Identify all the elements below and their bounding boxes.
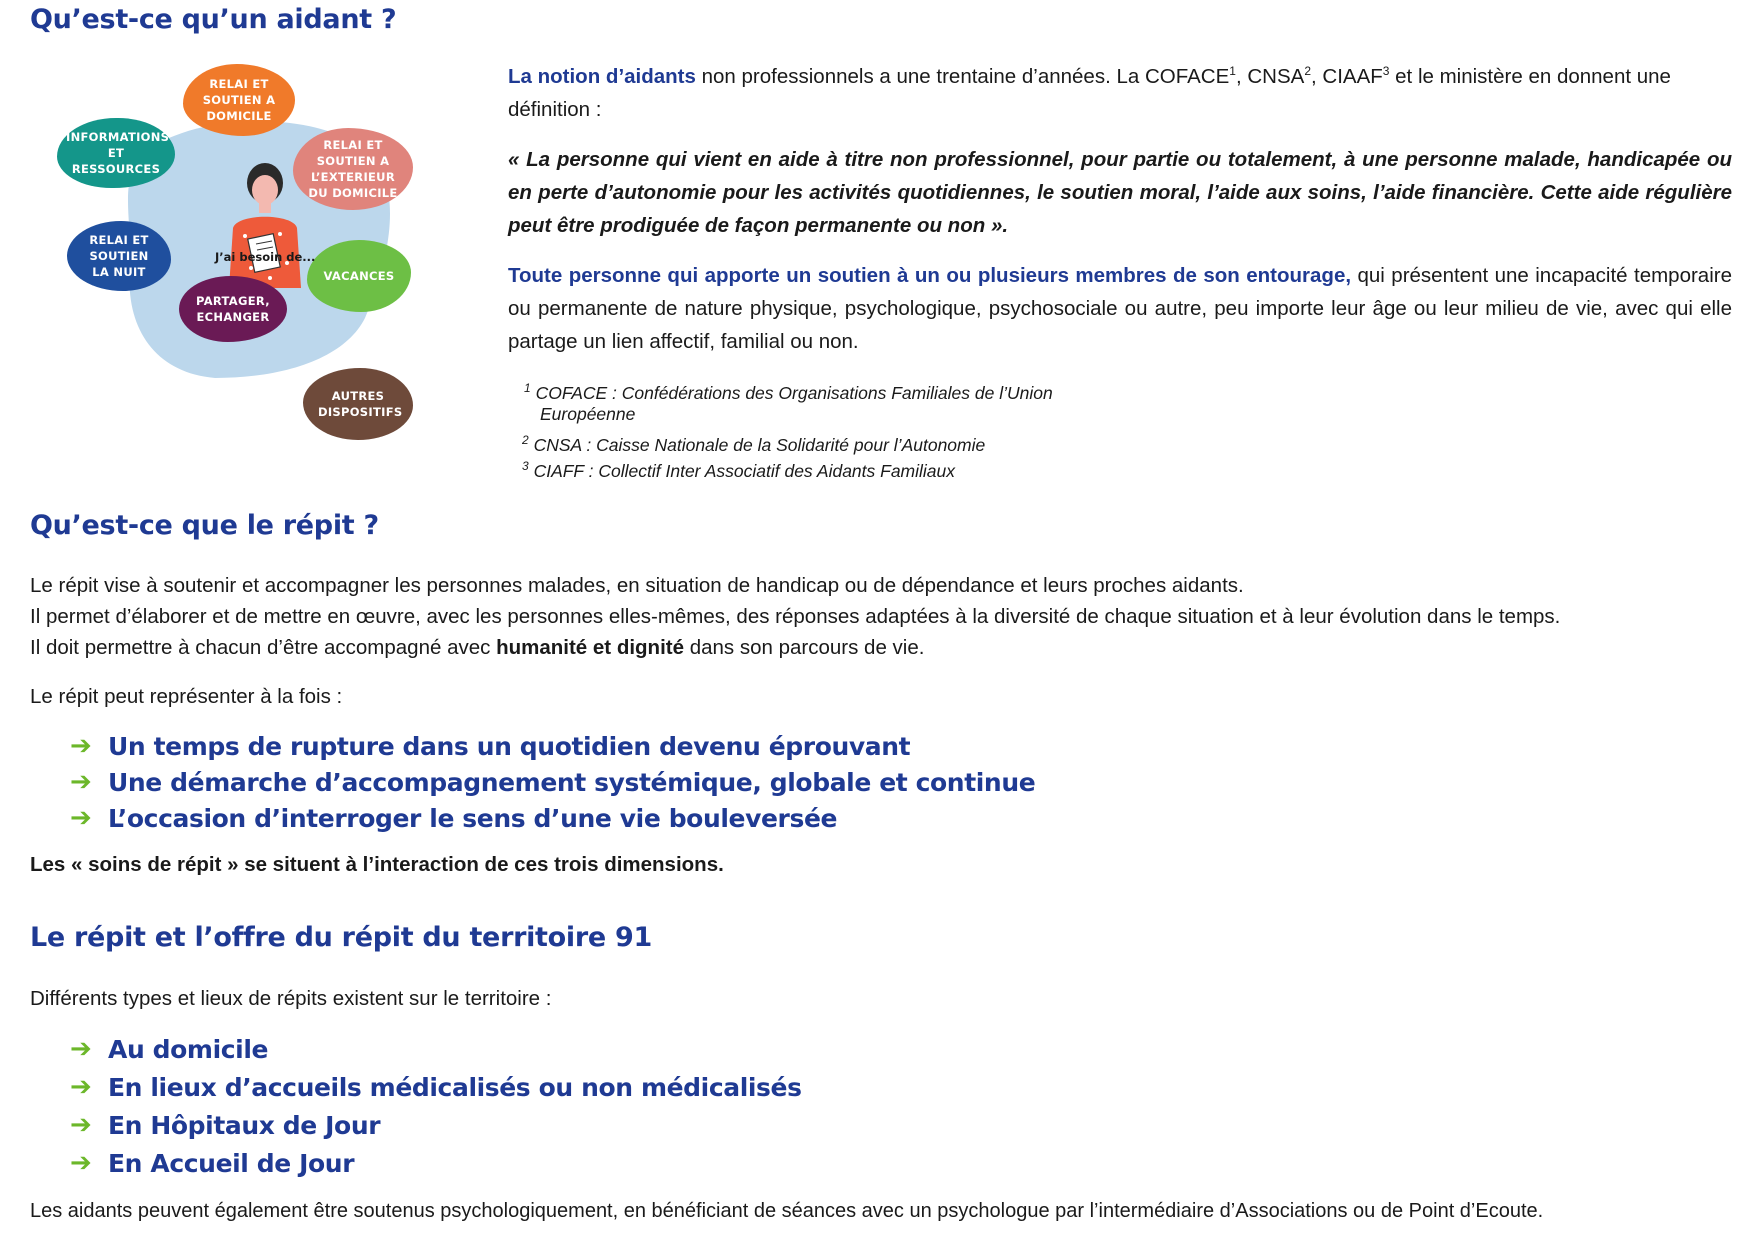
aidant-illustration: [55, 58, 485, 498]
intro-highlight: La notion d’aidants: [508, 65, 696, 88]
intro-text-c: , CIAAF: [1311, 65, 1383, 88]
territoire-bullet-list: [70, 1030, 802, 1182]
footnote-ref-2: 2: [1304, 64, 1311, 78]
footnote-3: [522, 453, 955, 484]
blob-label: VACANCES: [323, 269, 395, 283]
section-title-territoire: Le répit et l’offre du répit du territoire 91: [30, 922, 652, 953]
repit-line-3-bold: humanité et dignité: [496, 636, 685, 659]
list-item: [70, 764, 1035, 800]
list-item: [70, 728, 1035, 764]
repit-description: [30, 570, 1740, 663]
repit-line-3a: Il doit permettre à chacun d’être accompagné avec: [30, 636, 497, 659]
bullet-text: En Accueil de Jour: [108, 1148, 355, 1178]
blob-label: AUTRES DISPOSITIFS: [318, 389, 403, 419]
footnote-text: COFACE : Confédérations des Organisations Familiales de l’Union: [535, 383, 1053, 403]
list-item: [70, 1106, 802, 1144]
arrow-right-icon: ➔: [70, 1034, 92, 1064]
repit-line-2: Il permet d’élaborer et de mettre en œuvre, avec les personnes elles-mêmes, des réponses adaptées à la diversité de chaque situation et à leur évolution dans le temps.: [30, 605, 1561, 628]
footnote-num: 1: [524, 381, 531, 395]
intro-text-a: non professionnels a une trentaine d’années. La COFACE: [695, 65, 1230, 88]
aidant-definition-quote: « La personne qui vient en aide à titre non professionnel, pour partie ou totalement, à une personne malade, handicapée ou en perte d’autonomie pour les activités quotidiennes, le soutien moral, l’aide aux soins, l’aide financière. Cette aide régulière peut être prodiguée de façon permanente ou non ».: [508, 148, 1732, 237]
intro-text-b: , CNSA: [1235, 65, 1305, 88]
section-title-repit: Qu’est-ce que le répit ?: [30, 510, 379, 541]
bullet-text: Au domicile: [108, 1034, 269, 1064]
blob-label: RELAI ET SOUTIEN A L’EXTERIEUR DU DOMICILE: [308, 138, 398, 200]
arrow-right-icon: ➔: [70, 731, 92, 761]
aidant-intro: [508, 60, 1732, 126]
list-item: [70, 1030, 802, 1068]
para2-highlight: Toute personne qui apporte un soutien à un ou plusieurs membres de son entourage,: [508, 264, 1352, 287]
bullet-text: Une démarche d’accompagnement systémique, globale et continue: [108, 767, 1036, 797]
blob-label: RELAI ET SOUTIEN LA NUIT: [89, 233, 149, 279]
bullet-text: En lieux d’accueils médicalisés ou non médicalisés: [108, 1072, 802, 1102]
list-item: [70, 800, 1035, 836]
arrow-right-icon: ➔: [70, 1148, 92, 1178]
blob-label: PARTAGER, ECHANGER: [196, 294, 270, 324]
blob-label: INFORMATIONS ET RESSOURCES: [66, 130, 170, 176]
aidant-paragraph-2: [508, 259, 1732, 358]
repit-lead: Le répit peut représenter à la fois :: [30, 685, 343, 708]
repit-conclusion: Les « soins de répit » se situent à l’interaction de ces trois dimensions.: [30, 853, 724, 876]
blob-informations: [57, 118, 175, 188]
blob-autres-dispositifs: [303, 368, 413, 440]
arrow-right-icon: ➔: [70, 803, 92, 833]
footnote-text: Européenne: [540, 404, 636, 424]
center-label: J’ai besoin de...: [215, 250, 316, 264]
footnote-text: CIAFF : Collectif Inter Associatif des Aidants Familiaux: [533, 461, 956, 481]
footnote-1-cont: [540, 401, 635, 427]
footnote-num: 2: [522, 433, 529, 447]
blob-relai-exterieur: [293, 128, 413, 210]
blob-relai-nuit: [67, 221, 171, 291]
blob-label: RELAI ET SOUTIEN A DOMICILE: [202, 77, 276, 123]
footnote-ref-1: 1: [1229, 64, 1236, 78]
section-title-aidant: Qu’est-ce qu’un aidant ?: [30, 4, 397, 35]
list-item: [70, 1144, 802, 1182]
bullet-text: L’occasion d’interroger le sens d’une vie bouleversée: [108, 803, 838, 833]
blob-relai-domicile: [183, 64, 295, 136]
arrow-right-icon: ➔: [70, 1072, 92, 1102]
repit-line-3b: dans son parcours de vie.: [684, 636, 925, 659]
bullet-text: Un temps de rupture dans un quotidien devenu éprouvant: [108, 731, 911, 761]
intro-text-d: et le ministère en donnent une définition :: [508, 65, 1671, 121]
arrow-right-icon: ➔: [70, 767, 92, 797]
territoire-lead: Différents types et lieux de répits existent sur le territoire :: [30, 987, 552, 1010]
para2-text: qui présentent une incapacité temporaire ou permanente de nature physique, psychologique, psychosociale ou autre, peu importe leur âge ou leur milieu de vie, avec qui elle partage un lien affectif, familial ou non.: [508, 264, 1732, 353]
repit-bullet-list: [70, 728, 1035, 836]
footnote-text: CNSA : Caisse Nationale de la Solidarité pour l’Autonomie: [533, 435, 986, 455]
footnote-ref-3: 3: [1382, 64, 1390, 78]
territoire-closing: Les aidants peuvent également être soutenus psychologiquement, en bénéficiant de séances avec un psychologue par l’intermédiaire d’Associations ou de Point d’Ecoute.: [30, 1200, 1544, 1222]
repit-line-1: Le répit vise à soutenir et accompagner les personnes malades, en situation de handicap ou de dépendance et leurs proches aidants.: [30, 574, 1244, 597]
bullet-text: En Hôpitaux de Jour: [108, 1110, 381, 1140]
arrow-right-icon: ➔: [70, 1110, 92, 1140]
list-item: [70, 1068, 802, 1106]
footnote-num: 3: [522, 459, 529, 473]
